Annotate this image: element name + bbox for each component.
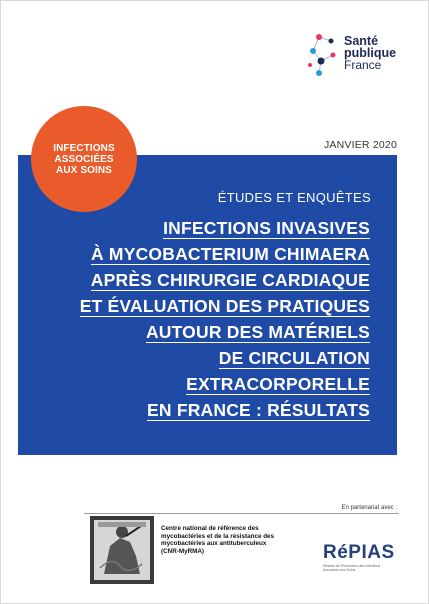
sante-publique-france-logo xyxy=(307,31,407,81)
cnr-description: Centre national de référence des mycobactéries et de la résistance des mycobactéries aux antituberculeux (CNR-MyRMA) xyxy=(161,525,275,555)
badge-line-3: AUX SOINS xyxy=(56,164,112,176)
title-line-7: EN FRANCE : RÉSULTATS xyxy=(147,400,370,420)
logo-line-publique: publique xyxy=(344,46,397,60)
logo-line-sante: Santé xyxy=(344,34,379,48)
title-line-6: DE CIRCULATION EXTRACORPORELLE xyxy=(186,348,370,394)
molecule-logo-icon xyxy=(307,31,343,81)
repias-logo xyxy=(323,542,395,572)
title-line-4: ET ÉVALUATION DES PRATIQUES xyxy=(79,296,370,316)
badge-line-2: ASSOCIÉES xyxy=(54,153,114,165)
partnership-label: En partenariat avec : xyxy=(341,505,397,511)
series-subtitle: ÉTUDES ET ENQUÊTES xyxy=(217,190,371,205)
report-title xyxy=(30,215,370,423)
repias-tagline: Réseau de Prévention des Infections Associées aux Soins xyxy=(323,564,381,572)
title-line-3: APRÈS CHIRURGIE CARDIAQUE xyxy=(90,270,370,290)
engraving-illustration-icon xyxy=(90,516,154,584)
publication-date: JANVIER 2020 xyxy=(323,139,397,151)
title-line-1: INFECTIONS INVASIVES xyxy=(163,218,370,238)
badge-line-1: INFECTIONS xyxy=(53,142,115,154)
cnr-engraving-image xyxy=(90,516,154,584)
repias-wordmark: RéPIAS xyxy=(323,542,395,563)
logo-line-france: France xyxy=(344,58,382,72)
title-line-2: À MYCOBACTERIUM CHIMAERA xyxy=(91,244,370,264)
category-badge xyxy=(31,106,137,212)
title-line-5: AUTOUR DES MATÉRIELS xyxy=(145,322,370,342)
